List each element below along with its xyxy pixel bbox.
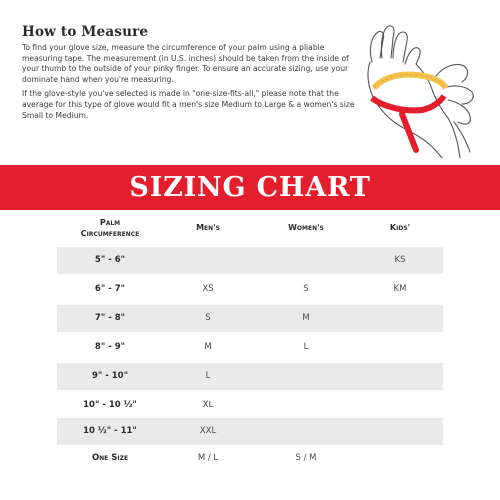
womens-cell: S / M <box>295 453 317 463</box>
mens-cell: XL <box>202 400 214 410</box>
palm-cell: 9" - 10" <box>91 371 129 381</box>
mens-cell <box>163 247 253 274</box>
sizing-chart-title: SIZING CHART <box>129 172 371 203</box>
womens-cell: M <box>302 313 310 323</box>
one-size-note-paragraph: If the glove-style you've selected is made in "one-size-fits-all," please note that the average for this type of glove would fit a men's size Medium to Large & a women's size Small to Medium. <box>22 89 355 120</box>
palm-cell: 7" - 8" <box>94 313 126 323</box>
instructions-paragraph: To find your glove size, measure the circumference of your palm using a pliable measuring tape. The measurement (in U.S. inches) should be taken from the inside of your thumb to the outside of your pinky finger. To ensure an accurate sizing, use your dominate hand when you're measuring. <box>22 43 349 84</box>
kids-cell: KS <box>394 255 406 265</box>
womens-cell <box>253 392 359 419</box>
palm-cell: One Size <box>91 453 129 463</box>
palm-circumference-header <box>57 217 163 239</box>
table-row <box>57 276 443 303</box>
mens-cell: XXL <box>199 426 217 436</box>
table-row <box>57 363 443 390</box>
table-row <box>57 418 443 445</box>
table-row <box>57 445 443 472</box>
kids-cell: KM <box>393 284 407 294</box>
mens-cell: M <box>204 342 212 352</box>
palm-cell: 10 ½" - 11" <box>83 426 137 436</box>
how-to-measure-title: How to Measure <box>22 24 149 40</box>
mens-header: Men's <box>196 223 220 232</box>
palm-cell: 8" - 9" <box>94 342 126 352</box>
hand-measuring-tape-illustration <box>358 18 494 158</box>
palm-cell: 6" - 7" <box>94 284 126 294</box>
kids-cell <box>349 418 451 445</box>
womens-cell: S <box>303 284 309 294</box>
womens-cell <box>253 363 359 390</box>
palm-header-line1: Palm <box>99 218 121 227</box>
mens-cell: XS <box>202 284 214 294</box>
kids-header: Kids' <box>389 223 411 232</box>
kids-cell <box>349 305 451 332</box>
how-to-measure-section <box>22 24 362 125</box>
table-row <box>57 334 443 361</box>
table-row <box>57 392 443 419</box>
mens-cell: S <box>205 313 211 323</box>
mens-cell: M / L <box>197 453 219 463</box>
womens-cell <box>253 418 359 445</box>
kids-cell <box>349 334 451 361</box>
womens-cell: L <box>303 342 309 352</box>
womens-header: Women's <box>288 223 324 232</box>
table-row <box>57 247 443 274</box>
palm-header-line2: Circumference <box>80 229 140 238</box>
table-row <box>57 305 443 332</box>
kids-cell <box>349 363 451 390</box>
womens-cell <box>253 247 359 274</box>
palm-cell: 10" - 10 ½" <box>83 400 137 410</box>
sizing-chart-banner <box>0 165 500 210</box>
mens-cell: L <box>205 371 211 381</box>
kids-cell <box>349 445 451 472</box>
kids-cell <box>349 392 451 419</box>
palm-cell: 5" - 6" <box>94 255 126 265</box>
